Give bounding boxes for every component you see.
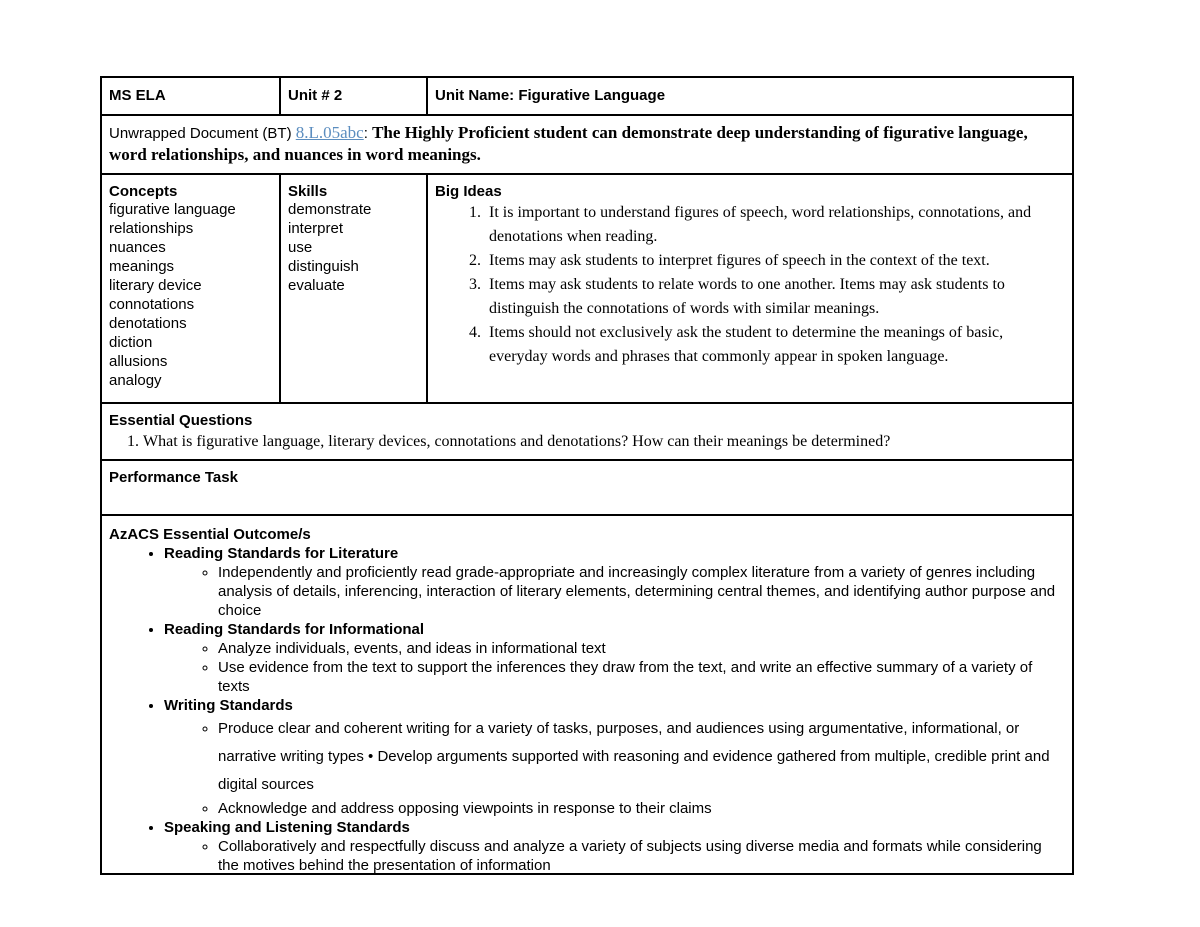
unwrapped-document-row (102, 116, 1072, 175)
outcome-sublist (164, 837, 1065, 875)
concept-item: figurative language (109, 201, 236, 218)
outcome-heading: Speaking and Listening Standards (164, 819, 410, 836)
outcome-item: ◦ Analyze individuals, events, and ideas in informational text (218, 639, 1065, 658)
concepts-cell (102, 175, 279, 402)
outcome-sublist (164, 715, 1065, 818)
essential-questions-title: Essential Questions (109, 412, 253, 429)
outcomes-list (109, 544, 1065, 875)
skill-item: use (288, 239, 313, 256)
concept-item: literary device (109, 277, 202, 294)
outcome-heading: Reading Standards for Informational (164, 621, 425, 638)
concept-item: nuances (109, 239, 166, 256)
performance-task-row (102, 461, 1072, 516)
skill-item: interpret (288, 220, 344, 237)
concept-item: diction (109, 334, 153, 351)
essential-questions-row (102, 404, 1072, 461)
outcome-heading: Reading Standards for Literature (164, 545, 399, 562)
outcome-sublist (164, 563, 1065, 620)
outcome-group-reading-informational (164, 620, 1065, 696)
concepts-skills-ideas-row (102, 175, 1072, 404)
skills-list (288, 200, 419, 295)
unit-number-cell: Unit # 2 (279, 78, 426, 114)
outcome-item: ◦ Independently and proficiently read grade-appropriate and increasingly complex literature from a variety of genres including analysis of details, inferencing, interaction of literary elements, determining central themes, and identifying author purpose and choice (218, 563, 1065, 620)
outcomes-title: AzACS Essential Outcome/s (109, 526, 311, 543)
big-idea-item: 2. Items may ask students to interpret figures of speech in the context of the text. (485, 249, 1065, 273)
concepts-title: Concepts (109, 183, 178, 200)
outcome-group-writing (164, 696, 1065, 818)
big-ideas-cell (426, 175, 1072, 402)
standard-statement: The Highly Proficient student can demonstrate deep understanding of figurative language, word relationships, and nuances in word meanings. (109, 123, 1028, 164)
essential-questions-list (109, 431, 1065, 453)
outcome-sublist (164, 639, 1065, 696)
skill-item: demonstrate (288, 201, 372, 218)
unit-plan-table (100, 76, 1074, 875)
big-idea-item: 1. It is important to understand figures of speech, word relationships, connotations, and denotations when reading. (485, 201, 1065, 249)
concept-item: analogy (109, 372, 162, 389)
standard-link[interactable]: 8.L.05abc (295, 123, 364, 142)
header-row (102, 78, 1072, 116)
unit-name-cell: Unit Name: Figurative Language (426, 78, 1072, 114)
big-idea-item: 4. Items should not exclusively ask the student to determine the meanings of basic, everyday words and phrases that commonly appear in spoken language. (485, 321, 1065, 369)
unwrapped-label: Unwrapped Document (BT) (109, 125, 292, 142)
skill-item: distinguish (288, 258, 359, 275)
big-idea-item: 3. Items may ask students to relate words to one another. Items may ask students to distinguish the connotations of words with similar meanings. (485, 273, 1065, 321)
concept-item: connotations (109, 296, 195, 313)
concept-item: denotations (109, 315, 187, 332)
outcome-item: ◦ Acknowledge and address opposing viewpoints in response to their claims (218, 799, 1065, 818)
outcome-item: ◦ Use evidence from the text to support the inferences they draw from the text, and write an effective summary of a variety of texts (218, 658, 1065, 696)
big-ideas-list (435, 201, 1065, 369)
concepts-list (109, 200, 272, 390)
outcome-group-reading-literature (164, 544, 1065, 620)
outcome-heading: Writing Standards (164, 697, 293, 714)
essential-question-item: 1. What is figurative language, literary devices, connotations and denotations? How can their meanings be determined? (143, 431, 1065, 453)
concept-item: meanings (109, 258, 175, 275)
concept-item: allusions (109, 353, 168, 370)
outcome-group-speaking-listening (164, 818, 1065, 875)
skills-cell (279, 175, 426, 402)
big-ideas-title: Big Ideas (435, 183, 502, 200)
colon-separator: : (363, 125, 373, 142)
essential-outcomes-row (102, 516, 1072, 873)
concept-item: relationships (109, 220, 194, 237)
skill-item: evaluate (288, 277, 345, 294)
outcome-item: ◦ Produce clear and coherent writing for a variety of tasks, purposes, and audiences using argumentative, informational, or narrative writing types • Develop arguments supported with reasoning and evidence gathered from multiple, credible print and digital sources (218, 715, 1065, 799)
skills-title: Skills (288, 183, 328, 200)
performance-task-title: Performance Task (109, 469, 238, 486)
course-cell: MS ELA (109, 87, 166, 104)
outcome-item: ◦ Collaboratively and respectfully discuss and analyze a variety of subjects using diverse media and formats while considering the motives behind the presentation of information (218, 837, 1065, 875)
